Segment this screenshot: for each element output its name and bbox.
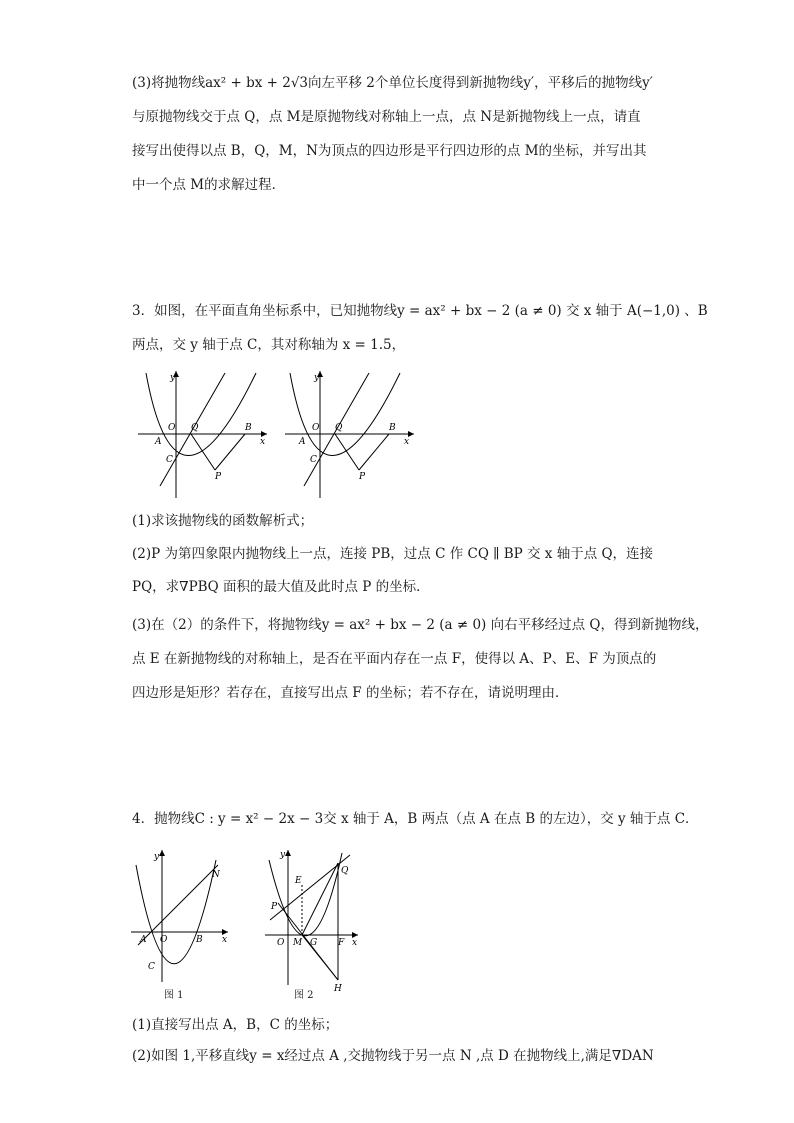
p2-part3-line-4: 中一个点 M的求解过程． [132, 177, 286, 193]
q4-fig2-G-label: G [310, 938, 318, 948]
q3-part-3-line-3: 四边形是矩形？若存在，直接写出点 F 的坐标；若不存在，请说明理由． [132, 685, 569, 701]
q4-fig2-x-label: x [352, 938, 358, 948]
q4-fig2-y-label: y [280, 850, 286, 860]
q4-figure-2-caption: 图 2 [294, 990, 314, 1001]
q3-figure-2 [282, 368, 417, 503]
q4-figure-2 [262, 845, 362, 993]
q3-fig2-O-label: O [312, 423, 320, 433]
q3-fig2-A-label: A [299, 437, 306, 447]
q3-fig1-C-label: C [166, 455, 173, 465]
q3-fig1-A-label: A [155, 437, 162, 447]
q3-fig1-x-label: x [260, 437, 266, 447]
q3-part-2-line-1: (2)P 为第四象限内抛物线上一点，连接 PB，过点 C 作 CQ ∥ BP 交 x 轴于点 Q，连接 [132, 546, 654, 562]
q4-fig1-B-label: B [196, 935, 203, 945]
q3-fig1-O-label: O [168, 423, 176, 433]
p2-part3-line-1: (3)将抛物线ax² + bx + 2√3向左平移 2个单位长度得到新抛物线y′，平移后的抛物线y′ [132, 75, 653, 91]
q3-fig2-y-label: y [314, 373, 320, 383]
p2-part3-line-3: 接写出使得以点 B，Q，M，N为顶点的四边形是平行四边形的点 M的坐标，并写出其 [132, 143, 647, 159]
q3-fig2-x-label: x [404, 437, 410, 447]
q3-fig1-Q-label: Q [191, 423, 199, 433]
q3-fig2-C-label: C [310, 455, 317, 465]
q3-part-3-line-1: (3)在（2）的条件下，将抛物线y = ax² + bx − 2 (a ≠ 0) 向右平移经过点 Q，得到新抛物线， [132, 617, 709, 633]
q4-fig1-A-label: A [140, 935, 147, 945]
q4-fig2-F-label: F [338, 938, 345, 948]
q4-fig1-x-label: x [222, 935, 228, 945]
q4-fig1-N-label: N [212, 870, 220, 880]
q3-stem-line-1: 3．如图，在平面直角坐标系中，已知抛物线y = ax² + bx − 2 (a ≠ 0) 交 x 轴于 A(−1,0) 、B [132, 303, 708, 319]
q3-part-1: (1)求该抛物线的函数解析式； [132, 513, 314, 529]
q4-fig1-C-label: C [148, 962, 155, 972]
q4-fig1-O-label: O [160, 935, 168, 945]
q4-figure-1-caption: 图 1 [164, 990, 184, 1001]
q3-part-2-line-2: PQ，求∇PBQ 面积的最大值及此时点 P 的坐标． [132, 579, 430, 595]
q4-part-1: (1)直接写出点 A，B，C 的坐标； [132, 1017, 339, 1033]
q4-fig2-H-label: H [334, 984, 342, 993]
q3-figure-1 [135, 368, 270, 503]
p2-part3-line-2: 与原抛物线交于点 Q，点 M是原抛物线对称轴上一点，点 N是新抛物线上一点，请直 [132, 109, 641, 125]
q3-fig1-B-label: B [245, 423, 252, 433]
q3-part-3-line-2: 点 E 在新抛物线的对称轴上，是否在平面内存在一点 F，使得以 A、P、E、F 为顶点的 [132, 651, 657, 667]
q3-fig1-P-label: P [215, 472, 222, 482]
q3-fig1-y-label: y [170, 373, 176, 383]
q3-fig2-B-label: B [389, 423, 396, 433]
q4-fig2-E-label: E [295, 876, 302, 886]
q4-fig2-M-label: M [293, 938, 303, 948]
q4-figure-1 [128, 845, 233, 985]
q4-fig2-O-label: O [277, 938, 285, 948]
q3-stem-line-2: 两点，交 y 轴于点 C，其对称轴为 x = 1.5， [132, 337, 406, 353]
q4-part-2: (2)如图 1,平移直线y = x经过点 A ,交抛物线于另一点 N ,点 D 在抛物线上,满足∇DAN [132, 1048, 654, 1064]
q4-fig2-P-label: P [271, 902, 278, 912]
q4-fig1-y-label: y [154, 852, 160, 862]
q3-fig2-P-label: P [359, 472, 366, 482]
q3-fig2-Q-label: Q [335, 423, 343, 433]
q4-fig2-Q-label: Q [341, 866, 349, 876]
q4-stem: 4．抛物线C : y = x² − 2x − 3交 x 轴于 A，B 两点（点 A 在点 B 的左边），交 y 轴于点 C． [132, 811, 699, 827]
